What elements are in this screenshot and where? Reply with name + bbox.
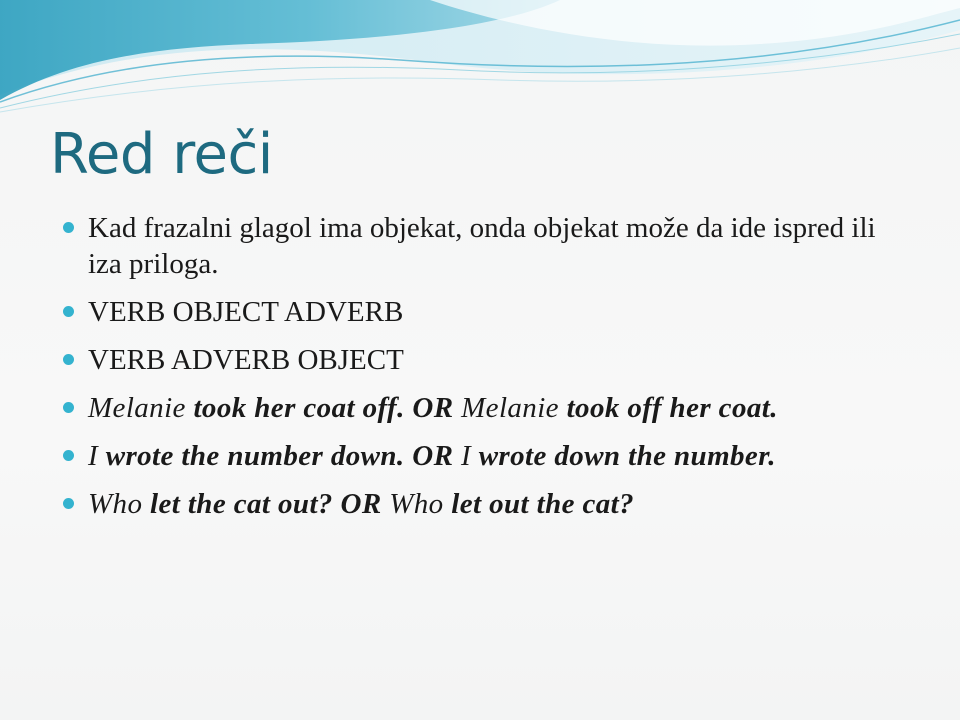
bullet-item [62,438,892,474]
bullet-text-segment: Kad frazalni glagol ima objekat, onda objekat može da ide ispred ili iza priloga. [88,212,876,280]
bullet-list [62,210,892,534]
bullet-dot-icon [63,222,74,233]
bullet-item [62,342,892,378]
bullet-text-segment: I [460,440,479,472]
bullet-text-segment: VERB ADVERB OBJECT [88,344,404,376]
bullet-dot-icon [63,450,74,461]
bullet-text-segment: I [88,440,106,472]
bullet-dot-icon [63,354,74,365]
bullet-text-segment: let the cat out? OR [150,488,390,520]
bullet-text-segment: Who [88,488,151,520]
bullet-dot-icon [63,306,74,317]
bullet-item [62,486,892,522]
bullet-item [62,210,892,282]
bullet-text-segment: took off her coat. [566,392,778,424]
bullet-dot-icon [63,498,74,509]
bullet-text-segment: Melanie [88,392,194,424]
bullet-text-segment: wrote down the number. [478,440,776,472]
bullet-item [62,294,892,330]
bullet-text-segment: Melanie [461,392,567,424]
bullet-text-segment: let out the cat? [451,488,635,520]
bullet-text-segment: VERB OBJECT ADVERB [88,296,404,328]
bullet-text-segment: Who [389,488,452,520]
bullet-dot-icon [63,402,74,413]
header-wave-decoration [0,0,960,120]
bullet-text-segment: took her coat off. OR [193,392,462,424]
slide-title: Red reči [50,122,273,187]
bullet-item [62,390,892,426]
bullet-text-segment: wrote the number down. OR [105,440,461,472]
